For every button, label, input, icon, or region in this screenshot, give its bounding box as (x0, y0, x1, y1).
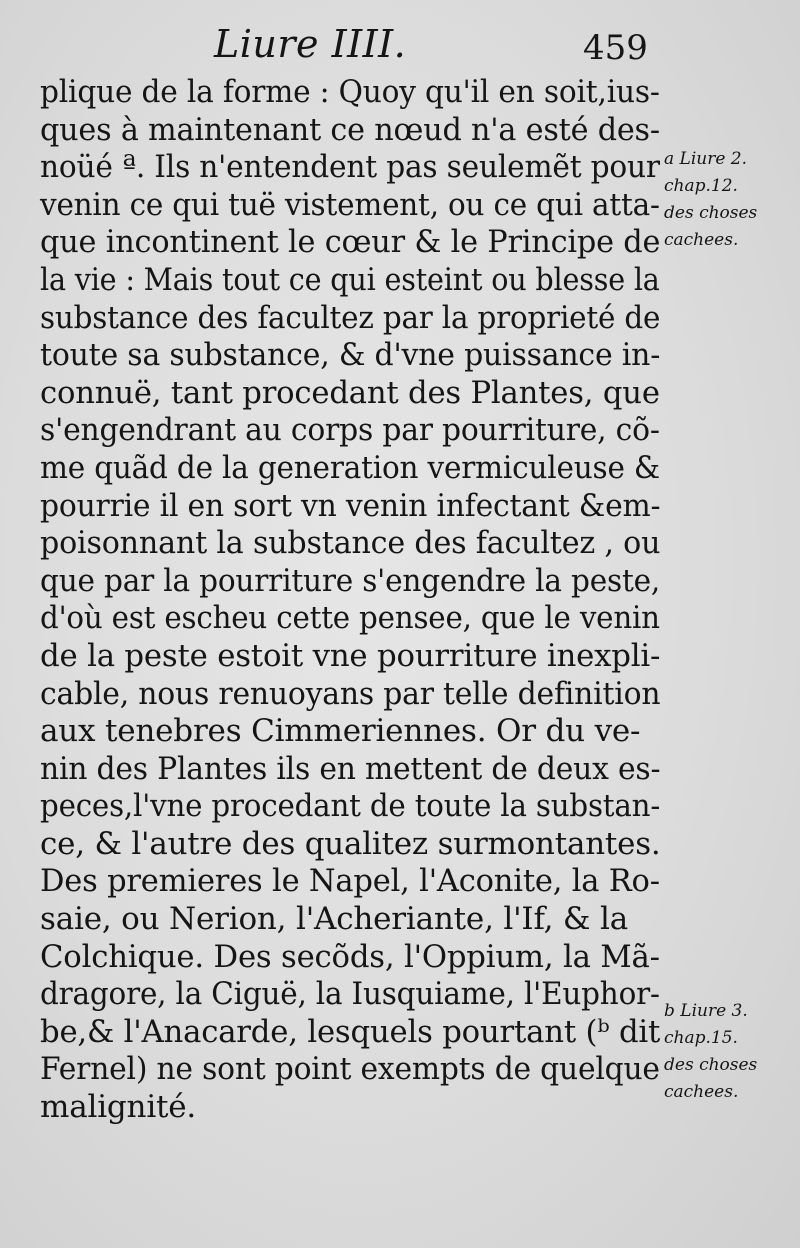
text-line: ce, & l'autre des qualitez surmontantes. (40, 825, 661, 862)
margin-note-line: b Liure 3. (664, 1001, 748, 1021)
text-line: s'engendrant au corps par pourriture, cõ- (40, 412, 660, 449)
margin-note-line: chap.15. (664, 1028, 738, 1048)
margin-note-b (664, 998, 794, 1106)
text-line: poisonnant la substance des facultez , ou (40, 525, 661, 562)
text-line: Colchique. Des secõds, l'Oppium, la Mã- (40, 938, 660, 975)
text-line: pourrie il en sort vn venin infectant &em- (40, 487, 661, 524)
text-line: noüé ª. Ils n'entendent pas seulemẽt pour (40, 149, 660, 186)
running-header-title: Liure IIII. (214, 22, 407, 66)
margin-note-line: cachees. (664, 1082, 739, 1102)
body-text (40, 74, 660, 1127)
text-line: toute sa substance, & d'vne puissance in- (40, 337, 661, 374)
text-line: peces,l'vne procedant de toute la substan- (40, 788, 661, 825)
margin-note-line: cachees. (664, 230, 739, 250)
text-line: d'où est escheu cette pensee, que le venin (40, 600, 660, 637)
margin-note-line: chap.12. (664, 176, 738, 196)
margin-note-line: a Liure 2. (664, 149, 748, 169)
text-line: plique de la forme : Quoy qu'il en soit,ius- (40, 74, 660, 110)
text-line: dragore, la Ciguë, la Iusquiame, l'Euphor- (40, 976, 660, 1013)
text-line: Fernel) ne sont point exempts de quelque (40, 1051, 660, 1088)
text-line: substance des facultez par la proprieté de (40, 299, 661, 336)
text-line: nin des Plantes ils en mettent de deux es- (40, 750, 661, 787)
text-line: que incontinent le cœur & le Principe de (40, 224, 661, 261)
text-line: be,& l'Anacarde, lesquels pourtant (ᵇ dit (40, 1013, 661, 1050)
text-line: saie, ou Nerion, l'Acheriante, l'If, & la (40, 901, 628, 938)
text-line: venin ce qui tuë vistement, ou ce qui atta- (40, 186, 660, 223)
margin-note-a (664, 146, 794, 254)
text-line: malignité. (40, 1089, 197, 1126)
text-line: me quãd de la generation vermiculeuse & (40, 449, 660, 486)
margin-note-line: des choses (664, 203, 758, 223)
text-line: connuë, tant procedant des Plantes, que (40, 374, 660, 411)
text-line: ques à maintenant ce nœud n'a esté des- (40, 111, 660, 148)
text-line: aux tenebres Cimmeriennes. Or du ve- (40, 713, 641, 750)
text-line: la vie : Mais tout ce qui esteint ou blesse la (40, 261, 660, 298)
text-line: que par la pourriture s'engendre la peste, (40, 562, 661, 599)
margin-note-line: des choses (664, 1055, 758, 1075)
page-number: 459 (583, 28, 648, 68)
text-line: de la peste estoit vne pourriture inexpli- (40, 637, 661, 674)
text-line: Des premieres le Napel, l'Aconite, la Ro- (40, 863, 660, 900)
text-line: cable, nous renuoyans par telle definition (40, 675, 661, 712)
